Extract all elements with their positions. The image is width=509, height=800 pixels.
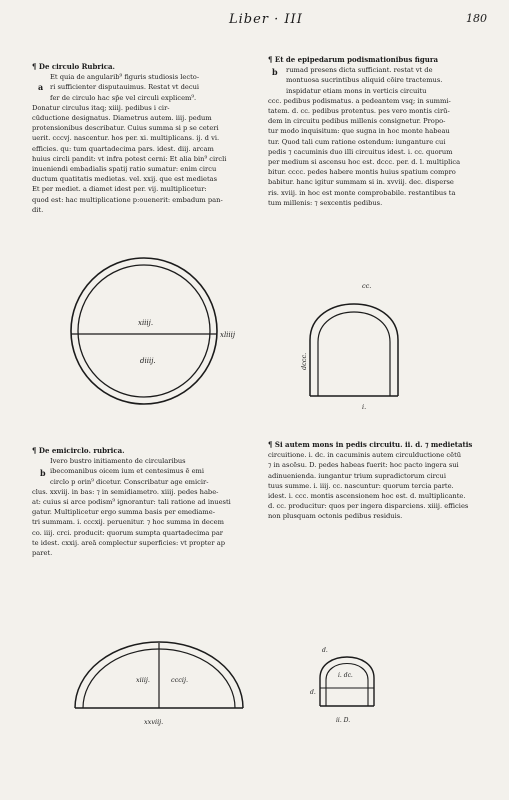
text-line: tum millenis: ⁊ sexcentis pedibus.	[268, 198, 383, 207]
rubric-mons-circuitu: ¶ Si autem mons in pedis circuitu. ii. d. ⁊ medietatis	[268, 440, 473, 449]
text-line: tuus summe. i. iiij. cc. nascuntur: quorum tercia parte.	[268, 481, 454, 490]
mountain-side-label: dccc.	[300, 352, 308, 370]
text-line: quod est: hac multiplicatione p:ouenerit: embadum pan-	[32, 195, 223, 204]
text-line: circlo p orin⁹ dicetur. Conscribatur age emicir-	[50, 477, 209, 486]
section-mons-circuitu	[268, 440, 486, 522]
mountain-inner	[318, 312, 390, 396]
text-line: ris. xviij. in hoc est monte comprobabile. restantibus ta	[268, 188, 456, 197]
text-line: idest. i. ccc. montis ascensionem hoc est. d. multiplicante.	[268, 492, 466, 501]
text-line: ccc. pedibus podismatus. a pedeantem vsq; in summi-	[268, 96, 451, 105]
text-line: bitur. cccc. pedes habere montis huius spatium compro	[268, 168, 456, 177]
section-de-emicirclo	[32, 446, 246, 558]
margin-marker-b: b	[40, 468, 46, 478]
circle-inner	[78, 265, 210, 397]
text-line: cūductione designatus. Diametrus autem. iiij. pedum	[32, 114, 212, 123]
text-line: inueniendi embadialis spatij ratio sumatur: enim circu	[32, 165, 217, 174]
text-line: paret.	[32, 549, 53, 558]
circumference-label: xliiij	[220, 331, 236, 339]
small-mountain-inner	[326, 664, 368, 707]
text-line: te idest. cxxij. areā complectur superficies: vt propter ap	[32, 538, 225, 547]
margin-marker-a: a	[38, 82, 44, 92]
text-line: montuosa sucrintibus aliquid cōire tractemus.	[286, 76, 443, 85]
text-line: Donatur circulus itaq; xiiij. pedibus i cir-	[32, 103, 170, 112]
rubric-de-emicirclo: ¶ De emicirclo. rubrica.	[32, 446, 125, 455]
text-line: efficies. qu: tum quartadecima pars. idest. diij. arcam	[32, 144, 214, 153]
text-line: protensionibus describatur. Cuius summa si p se ceteri	[32, 124, 219, 133]
text-line: dit.	[32, 205, 44, 214]
text-line: uerit. cccvj. nascentur. hos per. xi. multiplicans. ij. d vi.	[32, 134, 220, 143]
area-label: diiij.	[140, 357, 156, 365]
text-line: per medium si ascensu hoc est. dccc. per. d. l. multiplica	[268, 158, 461, 167]
text-line: ri sufficienter disputauimus. Restat vt decui	[50, 83, 200, 92]
text-line: babitur. hanc igitur summam si in. xvviij. dec. disperse	[268, 178, 454, 187]
small-mountain-side-label: d.	[310, 689, 316, 696]
mountain-outer	[310, 304, 398, 396]
text-line: tur. Quod tali cum ratione ostendum: iunganture cui	[268, 137, 446, 146]
rubric-de-circulo: ¶ De circulo Rubrica.	[32, 62, 115, 71]
figure-semicircle	[70, 636, 250, 736]
text-line: ductum quatitatis medietas. vel. xxij. que est medietas	[32, 175, 218, 184]
page-header	[0, 12, 509, 36]
small-mountain-inner-label: i. dc.	[338, 672, 353, 679]
small-mountain-base-label: ii. D.	[336, 717, 351, 724]
text-line: non plusquam octonis pedibus residuis.	[268, 512, 403, 521]
text-line: rumad presens dicta sufficiant. restat vt de	[286, 66, 433, 75]
figure-mountain-small	[308, 644, 388, 730]
base-label: xxviij.	[144, 718, 164, 726]
text-line: circuitione. i. dc. in cacuminis autem circulductione cētū	[268, 451, 462, 460]
margin-marker-b: b	[272, 67, 278, 77]
text-line: tri summam. i. cccxij. peruenitur. ⁊ hoc summa in decem	[32, 518, 224, 527]
rubric-de-montibus: ¶ Et de epipedarum podismationibus figura	[268, 55, 439, 64]
mountain-base-label: i.	[362, 403, 367, 411]
text-block	[268, 65, 486, 96]
text-line: tatem. d. cc. pedibus protentus. pes vero montis cirū-	[268, 107, 450, 116]
section-de-circulo	[32, 62, 246, 215]
text-line: Et per mediet. a diamet idest per. vij. multiplicetur:	[32, 185, 207, 194]
text-line: Ivero bustro initiamento de circularibus	[50, 457, 186, 466]
folio-number: 180	[466, 12, 487, 25]
small-mountain-outer	[320, 657, 374, 706]
figure-mountain-large	[300, 278, 410, 418]
text-line: tur modo inquisitum: que sugna in hoc monte habeau	[268, 127, 450, 136]
running-title: Liber · III	[229, 12, 303, 27]
area-label: cccij.	[171, 676, 189, 684]
text-line: d. cc. producitur: quos per ingera disparciens. xiiij. efficies	[268, 502, 469, 511]
text-line: dem in circuitu pedibus millenis consignetur. Propo-	[268, 117, 446, 126]
text-line: co. iiij. crci. producit: quorum sumpta quartadecima par	[32, 528, 224, 537]
circle-outer	[71, 258, 217, 404]
text-block	[32, 72, 246, 103]
figure-circle	[60, 255, 256, 407]
text-line: fer de circulo hac sp̄e vel circuli explicem⁹.	[50, 93, 197, 102]
text-line: adinuenienda. iungantur trium supradictorum circui	[268, 471, 446, 480]
section-de-montibus	[268, 55, 486, 208]
text-block	[32, 456, 246, 487]
diameter-label: xiiij.	[138, 319, 154, 327]
text-line: clus. xxviij. in bas: ⁊ in semidiametro. xiiij. pedes habe-	[32, 487, 219, 496]
text-line: ⁊ in ascēsu. D. pedes habeas fuerit: hoc pacto ingera sui	[268, 461, 459, 470]
text-line: Et quia de angularib⁹ figuris studiosis lecto-	[50, 73, 200, 82]
radius-label: xiiij.	[136, 676, 150, 684]
text-line: at: cuius si arce podism⁹ ignorantur: tali ratione ad inuesti	[32, 498, 231, 507]
mountain-top-label: cc.	[362, 282, 372, 290]
text-line: pedis ⁊ cacuminis duo illi circuitus idest. i. cc. quorum	[268, 147, 453, 156]
text-line: huius circli pandit: vt infra potest cerni: Et alia bin⁹ circli	[32, 154, 227, 163]
text-line: inspidatur etiam mons in verticis circuitu	[286, 86, 427, 95]
small-mountain-top-label: d.	[322, 647, 328, 654]
text-line: gatur. Multiplicetur ergo summa basis per emediame-	[32, 508, 215, 517]
text-line: ibecomanibus oicem ium et centesimus ē emi	[50, 467, 205, 476]
